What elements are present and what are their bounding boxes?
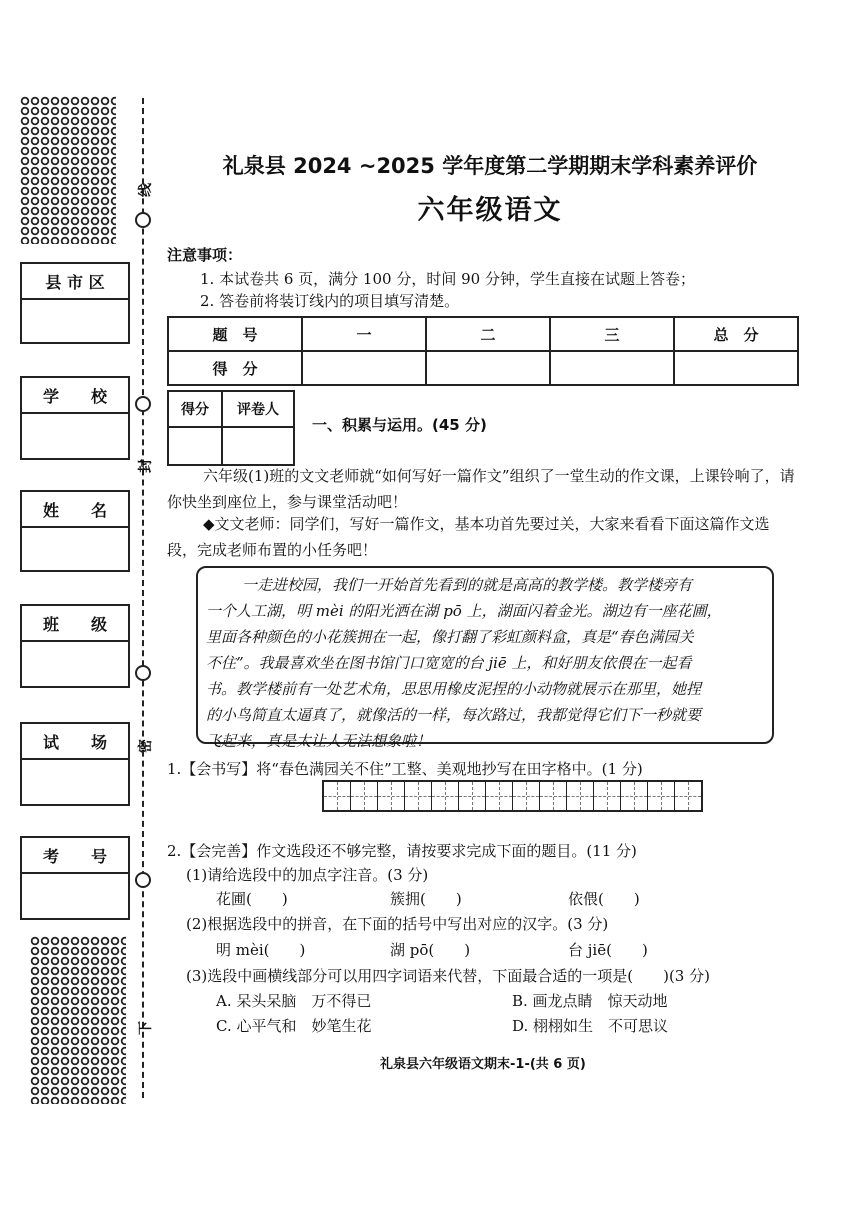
hanzi-item: 湖 pō( ) <box>390 941 471 959</box>
section1-intro: 六年级(1)班的文文老师就“如何写好一篇作文”组织了一堂生动的作文课，上课铃响了，请你快坐到座位上，参与课堂活动吧！ <box>167 467 795 511</box>
option-b: B. 画龙点睛 惊天动地 <box>512 992 668 1010</box>
passage-line: 一走进校园，我们一开始首先看到的就是高高的教学楼。教学楼旁有 <box>242 576 693 594</box>
score-table-header-cell: 总 分 <box>674 317 798 351</box>
grid-cell[interactable] <box>567 782 594 810</box>
score-table-row-label: 得 分 <box>168 351 302 385</box>
grid-cell[interactable] <box>432 782 459 810</box>
phonetic-item: 花圃( ) <box>216 890 288 908</box>
notice-item: 1. 本试卷共 6 页，满分 100 分，时间 90 分钟，学生直接在试题上答卷； <box>200 270 695 288</box>
binding-line <box>142 98 144 1098</box>
question-2-3: (3)选段中画横线部分可以用四字词语来代替，下面最合适的一项是( )(3 分) <box>186 967 710 985</box>
county-box <box>20 262 130 344</box>
grid-cell[interactable] <box>324 782 351 810</box>
passage-line: 书。教学楼前有一处艺术角，思思用橡皮泥捏的小动物就展示在那里，她捏 <box>206 680 702 698</box>
notice-item: 2. 答卷前将装订线内的项目填写清楚。 <box>200 292 460 310</box>
binding-circle <box>135 872 151 888</box>
grid-cell[interactable] <box>378 782 405 810</box>
grid-cell[interactable] <box>621 782 648 810</box>
score-cell[interactable] <box>426 351 550 385</box>
option-d: D. 栩栩如生 不可思议 <box>512 1017 669 1035</box>
binding-char-xia: 下 <box>138 1021 154 1035</box>
grid-cell[interactable] <box>540 782 567 810</box>
exam-number-box <box>20 836 130 920</box>
score-table-header-cell: 三 <box>550 317 674 351</box>
score-table-header-cell: 二 <box>426 317 550 351</box>
binding-circle <box>135 665 151 681</box>
score-cell[interactable] <box>302 351 426 385</box>
binding-dot-pattern-bottom <box>30 936 126 1104</box>
option-c: C. 心平气和 妙笔生花 <box>216 1017 372 1035</box>
score-table-score-row <box>168 351 798 385</box>
exam-subject: 六年级语文 <box>417 195 563 226</box>
binding-dot-pattern-top <box>20 96 116 244</box>
exam-room-label: 试 场 <box>22 724 128 760</box>
essay-passage <box>196 566 774 750</box>
grid-cell[interactable] <box>675 782 701 810</box>
binding-char-feng: 封 <box>138 459 154 473</box>
section1-title: 一、积累与运用。(45 分) <box>312 416 487 434</box>
name-label: 姓 名 <box>22 492 128 528</box>
page-footer: 礼泉县六年级语文期末-1-(共 6 页) <box>380 1057 586 1072</box>
school-label: 学 校 <box>22 378 128 414</box>
grader-name-label: 评卷人 <box>222 391 294 427</box>
score-table <box>167 316 799 386</box>
binding-circle <box>135 396 151 412</box>
hanzi-item: 明 mèi( ) <box>216 941 306 959</box>
teacher-line: ◆文文老师：同学们，写好一篇作文，基本功首先要过关，大家来看看下面这篇作文选段，完成老师布置的小任务吧！ <box>167 515 770 559</box>
hanzi-item: 台 jiē( ) <box>568 941 648 959</box>
option-a: A. 呆头呆脑 万不得已 <box>216 992 372 1010</box>
score-table-header-cell: 一 <box>302 317 426 351</box>
notice-heading: 注意事项： <box>167 246 243 264</box>
score-cell[interactable] <box>674 351 798 385</box>
class-label: 班 级 <box>22 606 128 642</box>
exam-room-box <box>20 722 130 806</box>
phonetic-item: 依偎( ) <box>568 890 640 908</box>
grid-cell[interactable] <box>513 782 540 810</box>
binding-circle <box>135 212 151 228</box>
score-table-header-row <box>168 317 798 351</box>
question-2-2: (2)根据选段中的拼音，在下面的括号中写出对应的汉字。(3 分) <box>186 915 609 933</box>
score-cell[interactable] <box>550 351 674 385</box>
question-2: 2.【会完善】作文选段还不够完整，请按要求完成下面的题目。(11 分) <box>167 842 637 860</box>
grader-table <box>167 390 295 466</box>
school-box <box>20 376 130 460</box>
exam-number-label: 考 号 <box>22 838 128 874</box>
grid-cell[interactable] <box>486 782 513 810</box>
class-box <box>20 604 130 688</box>
passage-line: 一个人工湖，明 mèi 的阳光洒在湖 pō 上，湖面闪着金光。湖边有一座花圃， <box>206 602 722 620</box>
grid-cell[interactable] <box>405 782 432 810</box>
county-label: 县 市 区 <box>22 264 128 300</box>
grid-cell[interactable] <box>459 782 486 810</box>
score-table-header-cell: 题 号 <box>168 317 302 351</box>
binding-char-mi: 密 <box>138 739 154 753</box>
phonetic-item: 簇拥( ) <box>390 890 462 908</box>
grid-cell[interactable] <box>351 782 378 810</box>
tianzige-grid[interactable] <box>322 780 703 812</box>
grader-score-label: 得分 <box>168 391 222 427</box>
grid-cell[interactable] <box>648 782 675 810</box>
exam-title: 礼泉县 2024 ~2025 学年度第二学期期末学科素养评价 <box>222 154 758 178</box>
binding-char-xian: 线 <box>138 183 154 197</box>
passage-line: 飞起来，真是太让人无法想象啦！ <box>206 732 432 750</box>
passage-line: 里面各种颜色的小花簇拥在一起，像打翻了彩虹颜料盒，真是“春色满园关 <box>206 628 694 646</box>
name-box <box>20 490 130 572</box>
passage-line: 不住”。我最喜欢坐在图书馆门口宽宽的台 jiē 上，和好朋友依偎在一起看 <box>206 654 692 672</box>
grader-name-cell[interactable] <box>222 427 294 465</box>
passage-line: 的小鸟简直太逼真了，就像活的一样，每次路过，我都觉得它们下一秒就要 <box>206 706 702 724</box>
question-2-1: (1)请给选段中的加点字注音。(3 分) <box>186 866 429 884</box>
grid-cell[interactable] <box>594 782 621 810</box>
grader-score-cell[interactable] <box>168 427 222 465</box>
question-1: 1.【会书写】将“春色满园关不住”工整、美观地抄写在田字格中。(1 分) <box>167 760 643 778</box>
